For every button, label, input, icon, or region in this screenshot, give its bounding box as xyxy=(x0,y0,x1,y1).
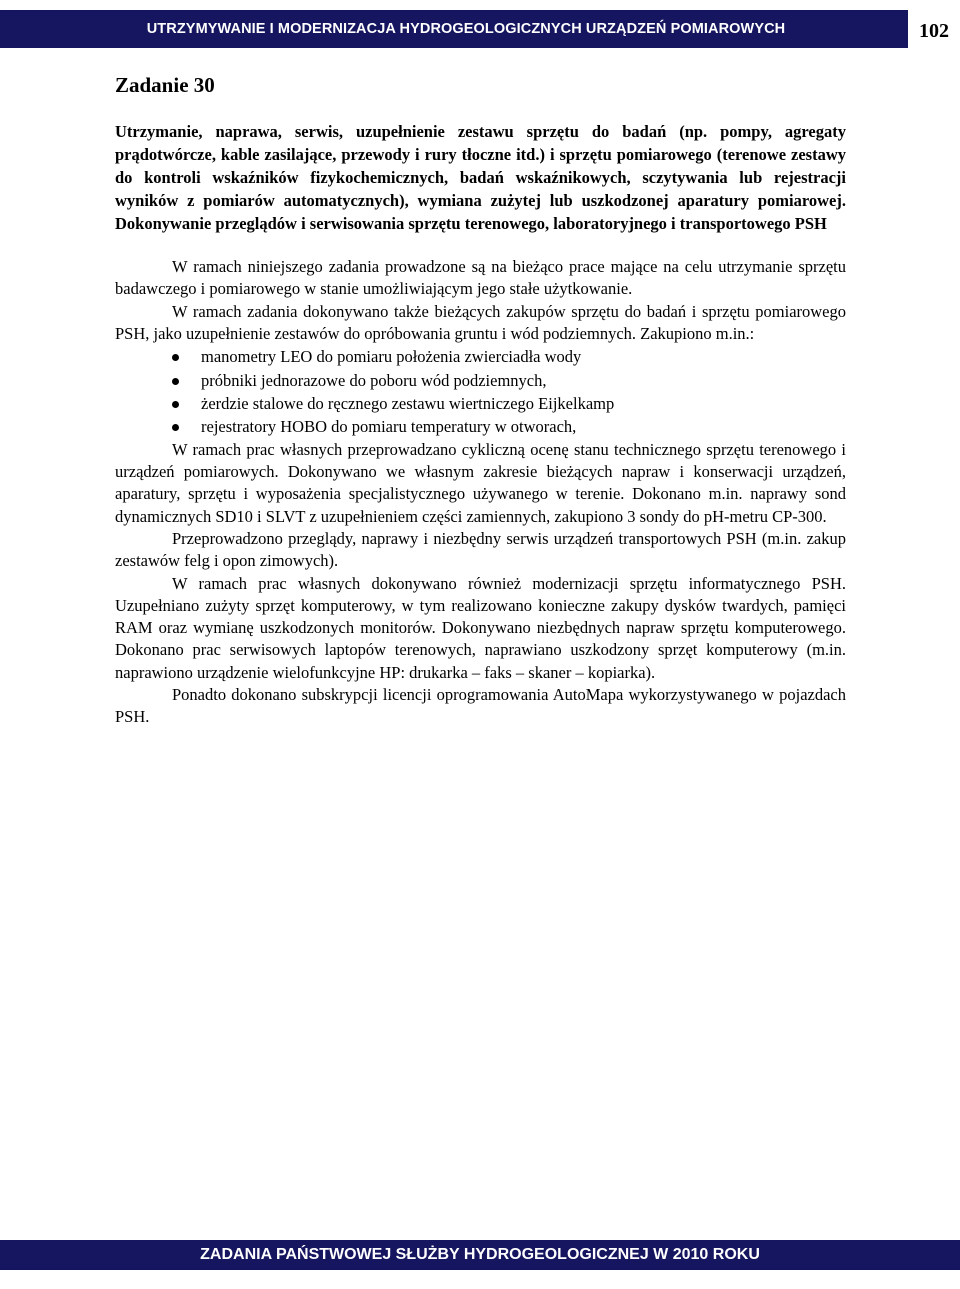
bullet-icon xyxy=(172,378,179,385)
list-item xyxy=(115,369,846,392)
purchased-items-list xyxy=(115,345,846,439)
bullet-icon xyxy=(172,401,179,408)
list-item xyxy=(115,392,846,415)
task-description: Utrzymanie, naprawa, serwis, uzupełnienie zestawu sprzętu do badań (np. pompy, agregaty prądotwórcze, kable zasilające, przewody i rury tłoczne itd.) i sprzętu pomiarowego (terenowe zestawy do kontroli wskaźników fizykochemicznych, badań wskaźnikowych, sczytywania lub rejestracji wyników z pomiarów automatycznych), wymiana zużytej lub uszkodzonej aparatury pomiarowej. Dokonywanie przeglądów i serwisowania sprzętu terenowego, laboratoryjnego i transportowego PSH xyxy=(115,122,846,233)
footer-title: ZADANIA PAŃSTWOWEJ SŁUŻBY HYDROGEOLOGICZNEJ W 2010 ROKU xyxy=(200,1246,760,1263)
list-item-text: żerdzie stalowe do ręcznego zestawu wiertniczego Eijkelkamp xyxy=(201,394,615,413)
list-item-text: rejestratory HOBO do pomiaru temperatury w otworach, xyxy=(201,417,577,437)
footer-banner xyxy=(0,1240,960,1270)
list-item xyxy=(115,345,846,368)
list-item-text: manometry LEO do pomiaru położenia zwierciadła wody xyxy=(201,347,582,367)
header-banner xyxy=(0,10,960,48)
page-number: 102 xyxy=(908,8,960,53)
bullet-icon xyxy=(172,354,179,361)
list-item xyxy=(115,415,846,438)
list-item-text: próbniki jednorazowe do poboru wód podziemnych, xyxy=(201,370,547,390)
paragraph-maintenance: W ramach niniejszego zadania prowadzone są na bieżąco prace mające na celu utrzymanie sprzętu badawczego i pomiarowego w stanie umożliwiającym jego stałe użytkowanie. xyxy=(115,257,846,299)
header-title: UTRZYMYWANIE I MODERNIZACJA HYDROGEOLOGICZNYCH URZĄDZEŃ POMIAROWYCH xyxy=(146,21,786,37)
bullet-icon xyxy=(172,424,179,431)
paragraph-subscription: Ponadto dokonano subskrypcji licencji oprogramowania AutoMapa wykorzystywanego w pojazdach PSH. xyxy=(115,685,846,727)
page-content xyxy=(115,72,846,729)
paragraph-own-work: W ramach prac własnych przeprowadzano cykliczną ocenę stanu technicznego sprzętu terenowego i urządzeń pomiarowych. Dokonywano we własnym zakresie bieżących napraw i konserwacji urządzeń, aparatury, sprzętu i wyposażenia specjalistycznego używanego w terenie. Dokonano m.in. naprawy sond dynamicznych SD10 i SLVT z uzupełnieniem części zamiennych, zakupiono 3 sondy do pH-metru CP-300. xyxy=(115,439,846,526)
task-heading: Zadanie 30 xyxy=(115,73,215,97)
paragraph-it-modernization: W ramach prac własnych dokonywano również modernizacji sprzętu informatycznego PSH. Uzupełniano zużyty sprzęt komputerowy, w tym realizowano konieczne zakupy dysków twardych, pamięci RAM oraz wymianę uszkodzonych monitorów. Dokonywano niezbędnych napraw sprzętu komputerowego. Dokonano prac serwisowych laptopów terenowych, naprawiano uszkodzony sprzęt komputerowy (m.in. naprawiono urządzenie wielofunkcyjne HP: drukarka – faks – skaner – kopiarka). xyxy=(115,573,846,682)
paragraph-transport: Przeprowadzono przeglądy, naprawy i niezbędny serwis urządzeń transportowych PSH (m.in. zakup zestawów felg i opon zimowych). xyxy=(115,529,846,571)
paragraph-purchases: W ramach zadania dokonywano także bieżących zakupów sprzętu do badań i sprzętu pomiarowego PSH, jako uzupełnienie zestawów do opróbowania gruntu i wód podziemnych. Zakupiono m.in.: xyxy=(115,301,846,343)
